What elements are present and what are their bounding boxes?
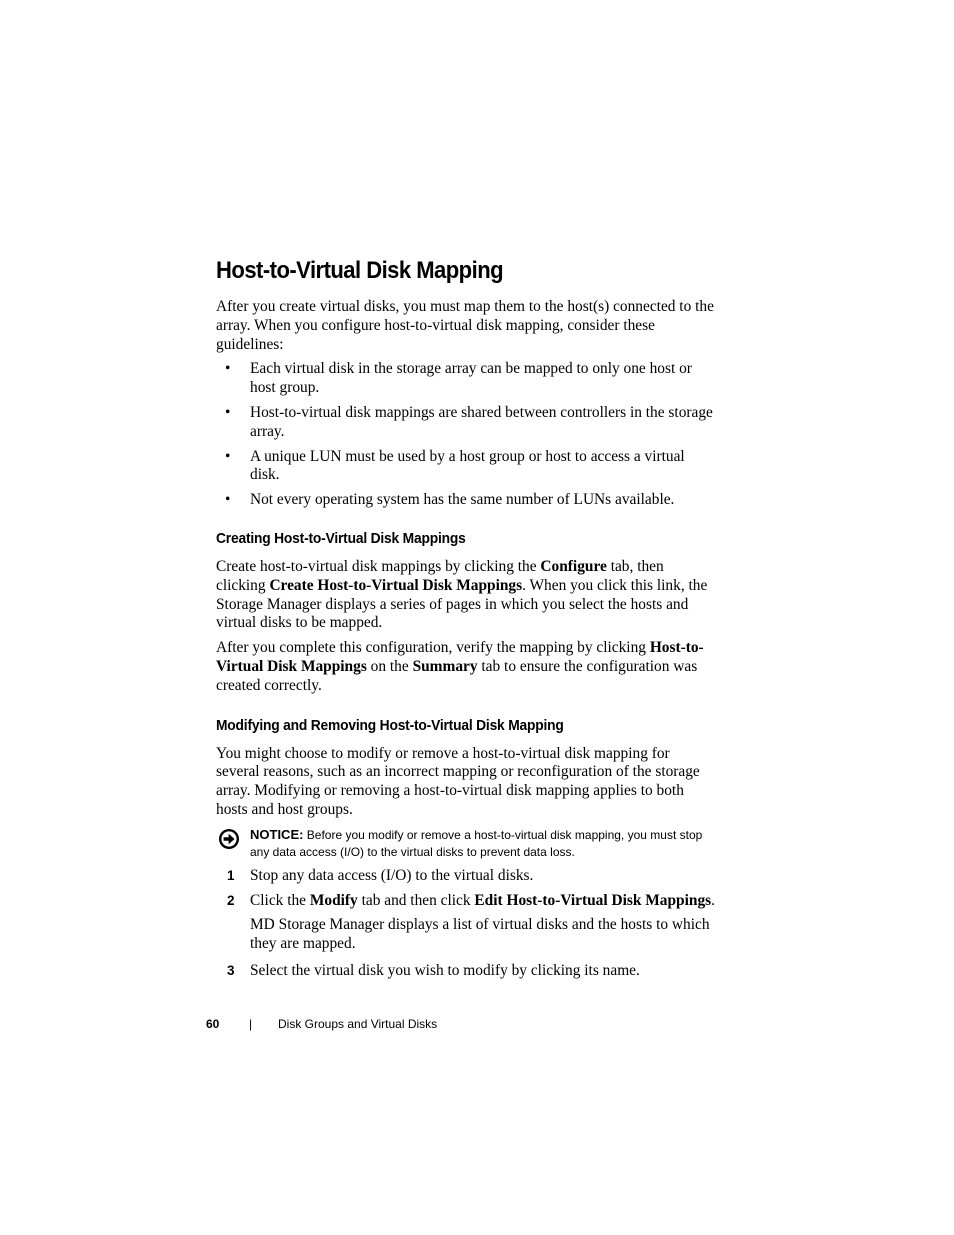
- chapter-title: Disk Groups and Virtual Disks: [278, 1017, 438, 1031]
- steps-list: [216, 867, 716, 981]
- ui-term-configure: Configure: [540, 557, 607, 575]
- step-note: MD Storage Manager displays a list of virtual disks and the hosts to which they are mapped.: [250, 916, 710, 953]
- list-item: • A unique LUN must be used by a host group or host to access a virtual disk.: [225, 447, 685, 484]
- ui-term-mappings: Host-to-Virtual Disk Mappings: [216, 639, 704, 675]
- guidelines-list: [216, 360, 716, 510]
- ui-term-modify: Modify: [309, 891, 358, 909]
- page-number: 60: [206, 1017, 220, 1031]
- list-item: • Host-to-virtual disk mappings are shared between controllers in the storage array.: [225, 403, 713, 440]
- bullet-marker: •: [225, 491, 231, 509]
- list-item: • Not every operating system has the same number of LUNs available.: [225, 491, 675, 509]
- ui-term-summary: Summary: [412, 657, 478, 675]
- modifying-paragraph: You might choose to modify or remove a host-to-virtual disk mapping for several reasons, such as an incorrect mapping or reconfiguration of the storage array. Modifying or removing a host-to-virtual disk mapping applies to both hosts and host groups.: [216, 744, 700, 818]
- section-heading: Creating Host-to-Virtual Disk Mappings: [216, 529, 466, 547]
- section-modifying: [216, 716, 716, 981]
- section-heading: Modifying and Removing Host-to-Virtual Disk Mapping: [216, 716, 564, 734]
- notice-box: [216, 826, 716, 861]
- arrow-circle-icon: [218, 828, 240, 850]
- step-number: 1: [227, 867, 235, 883]
- bullet-marker: •: [225, 447, 231, 465]
- page-title: Host-to-Virtual Disk Mapping: [216, 257, 504, 284]
- footer-separator: |: [249, 1017, 253, 1031]
- bullet-marker: •: [225, 360, 231, 378]
- step-number: 2: [227, 892, 235, 908]
- notice-text: NOTICE: Before you modify or remove a host-to-virtual disk mapping, you must stop any data access (I/O) to the virtual disks to prevent data loss.: [250, 826, 703, 859]
- page-content: [216, 255, 716, 987]
- creating-paragraph-2: After you complete this configuration, verify the mapping by clicking Host-to-Virtual Disk Mappings on the Summary tab to ensure the configuration was created correctly.: [216, 639, 704, 694]
- ui-term-create-mappings: Create Host-to-Virtual Disk Mappings: [269, 576, 523, 594]
- notice-label: NOTICE:: [250, 826, 304, 842]
- bullet-marker: •: [225, 403, 231, 421]
- section-creating: [216, 529, 716, 696]
- list-item: 1 Stop any data access (I/O) to the virtual disks.: [227, 866, 534, 884]
- step-number: 3: [227, 962, 235, 978]
- creating-paragraph-1: Create host-to-virtual disk mappings by clicking the Configure tab, then clicking Create Host-to-Virtual Disk Mappings. When you click this link, the Storage Manager displays a series of pages in which you select the hosts and virtual disks to be mapped.: [216, 557, 708, 632]
- ui-term-edit-mappings: Edit Host-to-Virtual Disk Mappings: [474, 891, 712, 909]
- list-item: • Each virtual disk in the storage array can be mapped to only one host or host group.: [225, 360, 692, 397]
- list-item: 3 Select the virtual disk you wish to modify by clicking its name.: [227, 961, 640, 979]
- list-item: 2 Click the Modify tab and then click Edit Host-to-Virtual Disk Mappings. MD Storage Manager displays a list of virtual disks and the hosts to which they are mapped.: [227, 891, 715, 953]
- intro-paragraph: After you create virtual disks, you must map them to the host(s) connected to the array. When you configure host-to-virtual disk mapping, consider these guidelines:: [216, 298, 714, 353]
